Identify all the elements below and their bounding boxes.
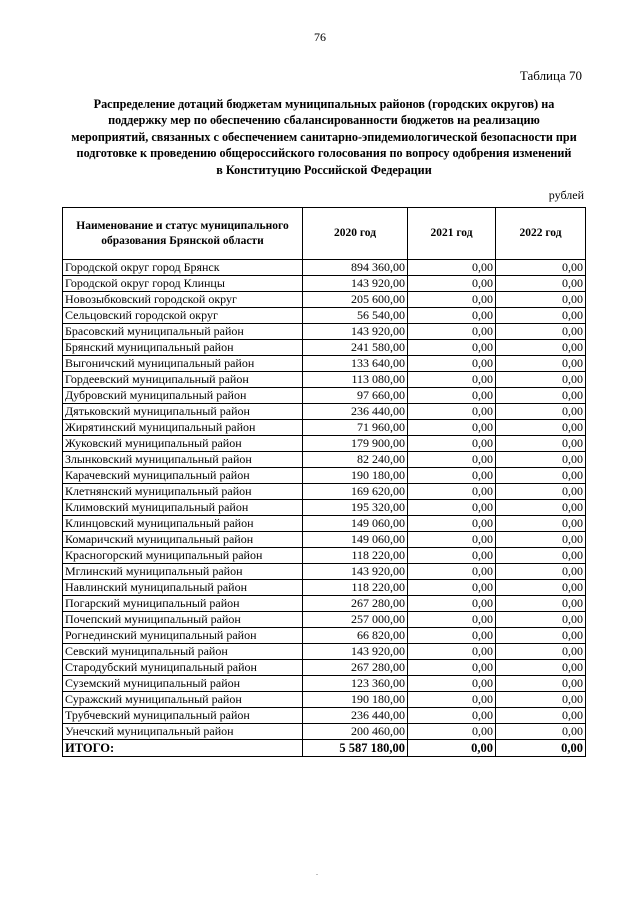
- header-municipality: Наименование и статус муниципального образования Брянской области: [63, 208, 303, 260]
- table-body: [63, 260, 586, 757]
- page-number: 76: [314, 30, 326, 44]
- value-2022: 0,00: [496, 340, 586, 356]
- value-2021: 0,00: [408, 420, 496, 436]
- header-2021: 2021 год: [408, 208, 496, 260]
- value-2020: 195 320,00: [303, 500, 408, 516]
- total-2020: 5 587 180,00: [303, 740, 408, 757]
- value-2020: 149 060,00: [303, 516, 408, 532]
- value-2021: 0,00: [408, 388, 496, 404]
- allocation-table: [62, 207, 586, 757]
- value-2021: 0,00: [408, 404, 496, 420]
- value-2021: 0,00: [408, 612, 496, 628]
- value-2021: 0,00: [408, 692, 496, 708]
- table-row: [63, 532, 586, 548]
- value-2020: 236 440,00: [303, 708, 408, 724]
- value-2020: 56 540,00: [303, 308, 408, 324]
- municipality-name: Трубчевский муниципальный район: [63, 708, 303, 724]
- municipality-name: Севский муниципальный район: [63, 644, 303, 660]
- value-2021: 0,00: [408, 660, 496, 676]
- municipality-name: Почепский муниципальный район: [63, 612, 303, 628]
- municipality-name: Климовский муниципальный район: [63, 500, 303, 516]
- value-2021: 0,00: [408, 436, 496, 452]
- value-2022: 0,00: [496, 276, 586, 292]
- table-row: [63, 548, 586, 564]
- table-row: [63, 500, 586, 516]
- header-2022: 2022 год: [496, 208, 586, 260]
- table-row: [63, 468, 586, 484]
- table-row: [63, 708, 586, 724]
- value-2020: 257 000,00: [303, 612, 408, 628]
- value-2021: 0,00: [408, 356, 496, 372]
- municipality-name: Брянский муниципальный район: [63, 340, 303, 356]
- value-2022: 0,00: [496, 468, 586, 484]
- value-2022: 0,00: [496, 644, 586, 660]
- municipality-name: Рогнединский муниципальный район: [63, 628, 303, 644]
- table-row: [63, 484, 586, 500]
- municipality-name: Жуковский муниципальный район: [63, 436, 303, 452]
- value-2022: 0,00: [496, 564, 586, 580]
- table-row: [63, 388, 586, 404]
- value-2022: 0,00: [496, 324, 586, 340]
- value-2022: 0,00: [496, 500, 586, 516]
- table-row: [63, 404, 586, 420]
- municipality-name: Суземский муниципальный район: [63, 676, 303, 692]
- value-2020: 190 180,00: [303, 468, 408, 484]
- value-2020: 267 280,00: [303, 660, 408, 676]
- value-2021: 0,00: [408, 724, 496, 740]
- value-2021: 0,00: [408, 260, 496, 276]
- value-2020: 894 360,00: [303, 260, 408, 276]
- value-2021: 0,00: [408, 532, 496, 548]
- municipality-name: Жирятинский муниципальный район: [63, 420, 303, 436]
- value-2020: 66 820,00: [303, 628, 408, 644]
- municipality-name: Новозыбковский городской округ: [63, 292, 303, 308]
- value-2022: 0,00: [496, 612, 586, 628]
- value-2022: 0,00: [496, 436, 586, 452]
- value-2020: 143 920,00: [303, 564, 408, 580]
- value-2022: 0,00: [496, 532, 586, 548]
- value-2021: 0,00: [408, 468, 496, 484]
- municipality-name: Дятьковский муниципальный район: [63, 404, 303, 420]
- value-2022: 0,00: [496, 580, 586, 596]
- value-2022: 0,00: [496, 356, 586, 372]
- value-2021: 0,00: [408, 484, 496, 500]
- table-row: [63, 644, 586, 660]
- value-2020: 143 920,00: [303, 276, 408, 292]
- value-2022: 0,00: [496, 708, 586, 724]
- value-2020: 82 240,00: [303, 452, 408, 468]
- value-2022: 0,00: [496, 724, 586, 740]
- municipality-name: Гордеевский муниципальный район: [63, 372, 303, 388]
- value-2022: 0,00: [496, 548, 586, 564]
- value-2022: 0,00: [496, 452, 586, 468]
- table-row: [63, 308, 586, 324]
- table-row: [63, 724, 586, 740]
- municipality-name: Городской округ город Брянск: [63, 260, 303, 276]
- header-2020: 2020 год: [303, 208, 408, 260]
- value-2020: 241 580,00: [303, 340, 408, 356]
- table-label: Таблица 70: [519, 68, 582, 83]
- value-2020: 97 660,00: [303, 388, 408, 404]
- table-row: [63, 292, 586, 308]
- municipality-name: Дубровский муниципальный район: [63, 388, 303, 404]
- value-2020: 179 900,00: [303, 436, 408, 452]
- municipality-name: Унечский муниципальный район: [63, 724, 303, 740]
- value-2022: 0,00: [496, 404, 586, 420]
- table-row: [63, 564, 586, 580]
- value-2020: 71 960,00: [303, 420, 408, 436]
- value-2022: 0,00: [496, 292, 586, 308]
- value-2021: 0,00: [408, 276, 496, 292]
- municipality-name: Навлинский муниципальный район: [63, 580, 303, 596]
- municipality-name: Городской округ город Клинцы: [63, 276, 303, 292]
- value-2022: 0,00: [496, 372, 586, 388]
- table-row: [63, 660, 586, 676]
- value-2022: 0,00: [496, 692, 586, 708]
- municipality-name: Карачевский муниципальный район: [63, 468, 303, 484]
- value-2021: 0,00: [408, 548, 496, 564]
- value-2022: 0,00: [496, 596, 586, 612]
- value-2020: 200 460,00: [303, 724, 408, 740]
- value-2021: 0,00: [408, 564, 496, 580]
- value-2021: 0,00: [408, 340, 496, 356]
- value-2021: 0,00: [408, 292, 496, 308]
- value-2021: 0,00: [408, 596, 496, 612]
- value-2022: 0,00: [496, 260, 586, 276]
- value-2022: 0,00: [496, 484, 586, 500]
- value-2020: 236 440,00: [303, 404, 408, 420]
- footer-mark: .: [316, 868, 318, 877]
- value-2020: 143 920,00: [303, 644, 408, 660]
- total-2022: 0,00: [496, 740, 586, 757]
- value-2021: 0,00: [408, 516, 496, 532]
- value-2020: 133 640,00: [303, 356, 408, 372]
- value-2020: 190 180,00: [303, 692, 408, 708]
- value-2020: 118 220,00: [303, 580, 408, 596]
- value-2020: 143 920,00: [303, 324, 408, 340]
- total-2021: 0,00: [408, 740, 496, 757]
- table-row: [63, 628, 586, 644]
- value-2021: 0,00: [408, 452, 496, 468]
- total-label: ИТОГО:: [63, 740, 303, 757]
- table-row: [63, 276, 586, 292]
- municipality-name: Сельцовский городской округ: [63, 308, 303, 324]
- value-2021: 0,00: [408, 500, 496, 516]
- table-row: [63, 260, 586, 276]
- municipality-name: Клетнянский муниципальный район: [63, 484, 303, 500]
- table-row: [63, 516, 586, 532]
- municipality-name: Комаричский муниципальный район: [63, 532, 303, 548]
- municipality-name: Брасовский муниципальный район: [63, 324, 303, 340]
- value-2022: 0,00: [496, 676, 586, 692]
- table-row: [63, 420, 586, 436]
- value-2021: 0,00: [408, 308, 496, 324]
- unit-label: рублей: [548, 188, 584, 202]
- municipality-name: Выгоничский муниципальный район: [63, 356, 303, 372]
- value-2020: 169 620,00: [303, 484, 408, 500]
- value-2021: 0,00: [408, 580, 496, 596]
- value-2021: 0,00: [408, 628, 496, 644]
- municipality-name: Злынковский муниципальный район: [63, 452, 303, 468]
- table-row: [63, 340, 586, 356]
- table-row: [63, 692, 586, 708]
- table-row: [63, 612, 586, 628]
- value-2020: 123 360,00: [303, 676, 408, 692]
- value-2022: 0,00: [496, 660, 586, 676]
- value-2021: 0,00: [408, 708, 496, 724]
- table-row: [63, 596, 586, 612]
- table-header-row: [63, 208, 586, 260]
- value-2022: 0,00: [496, 628, 586, 644]
- municipality-name: Мглинский муниципальный район: [63, 564, 303, 580]
- table-row: [63, 324, 586, 340]
- value-2022: 0,00: [496, 388, 586, 404]
- total-row: [63, 740, 586, 757]
- table-row: [63, 356, 586, 372]
- municipality-name: Суражский муниципальный район: [63, 692, 303, 708]
- table-row: [63, 452, 586, 468]
- value-2022: 0,00: [496, 516, 586, 532]
- value-2021: 0,00: [408, 644, 496, 660]
- table-row: [63, 436, 586, 452]
- table-row: [63, 676, 586, 692]
- value-2020: 113 080,00: [303, 372, 408, 388]
- value-2022: 0,00: [496, 308, 586, 324]
- document-title: Распределение дотаций бюджетам муниципальных районов (городских округов) на поддержку мер по обеспечению сбалансированности бюджетов на реализацию мероприятий, связанных с обеспечением санитарно-эпидемиологической безопасности при подготовке к проведению общероссийского голосования по вопросу одобрения изменений в Конституцию Российской Федерации: [71, 97, 577, 177]
- value-2020: 149 060,00: [303, 532, 408, 548]
- value-2022: 0,00: [496, 420, 586, 436]
- value-2021: 0,00: [408, 324, 496, 340]
- municipality-name: Клинцовский муниципальный район: [63, 516, 303, 532]
- value-2021: 0,00: [408, 676, 496, 692]
- municipality-name: Красногорский муниципальный район: [63, 548, 303, 564]
- table-row: [63, 372, 586, 388]
- value-2020: 205 600,00: [303, 292, 408, 308]
- municipality-name: Стародубский муниципальный район: [63, 660, 303, 676]
- value-2020: 267 280,00: [303, 596, 408, 612]
- municipality-name: Погарский муниципальный район: [63, 596, 303, 612]
- table-row: [63, 580, 586, 596]
- value-2021: 0,00: [408, 372, 496, 388]
- value-2020: 118 220,00: [303, 548, 408, 564]
